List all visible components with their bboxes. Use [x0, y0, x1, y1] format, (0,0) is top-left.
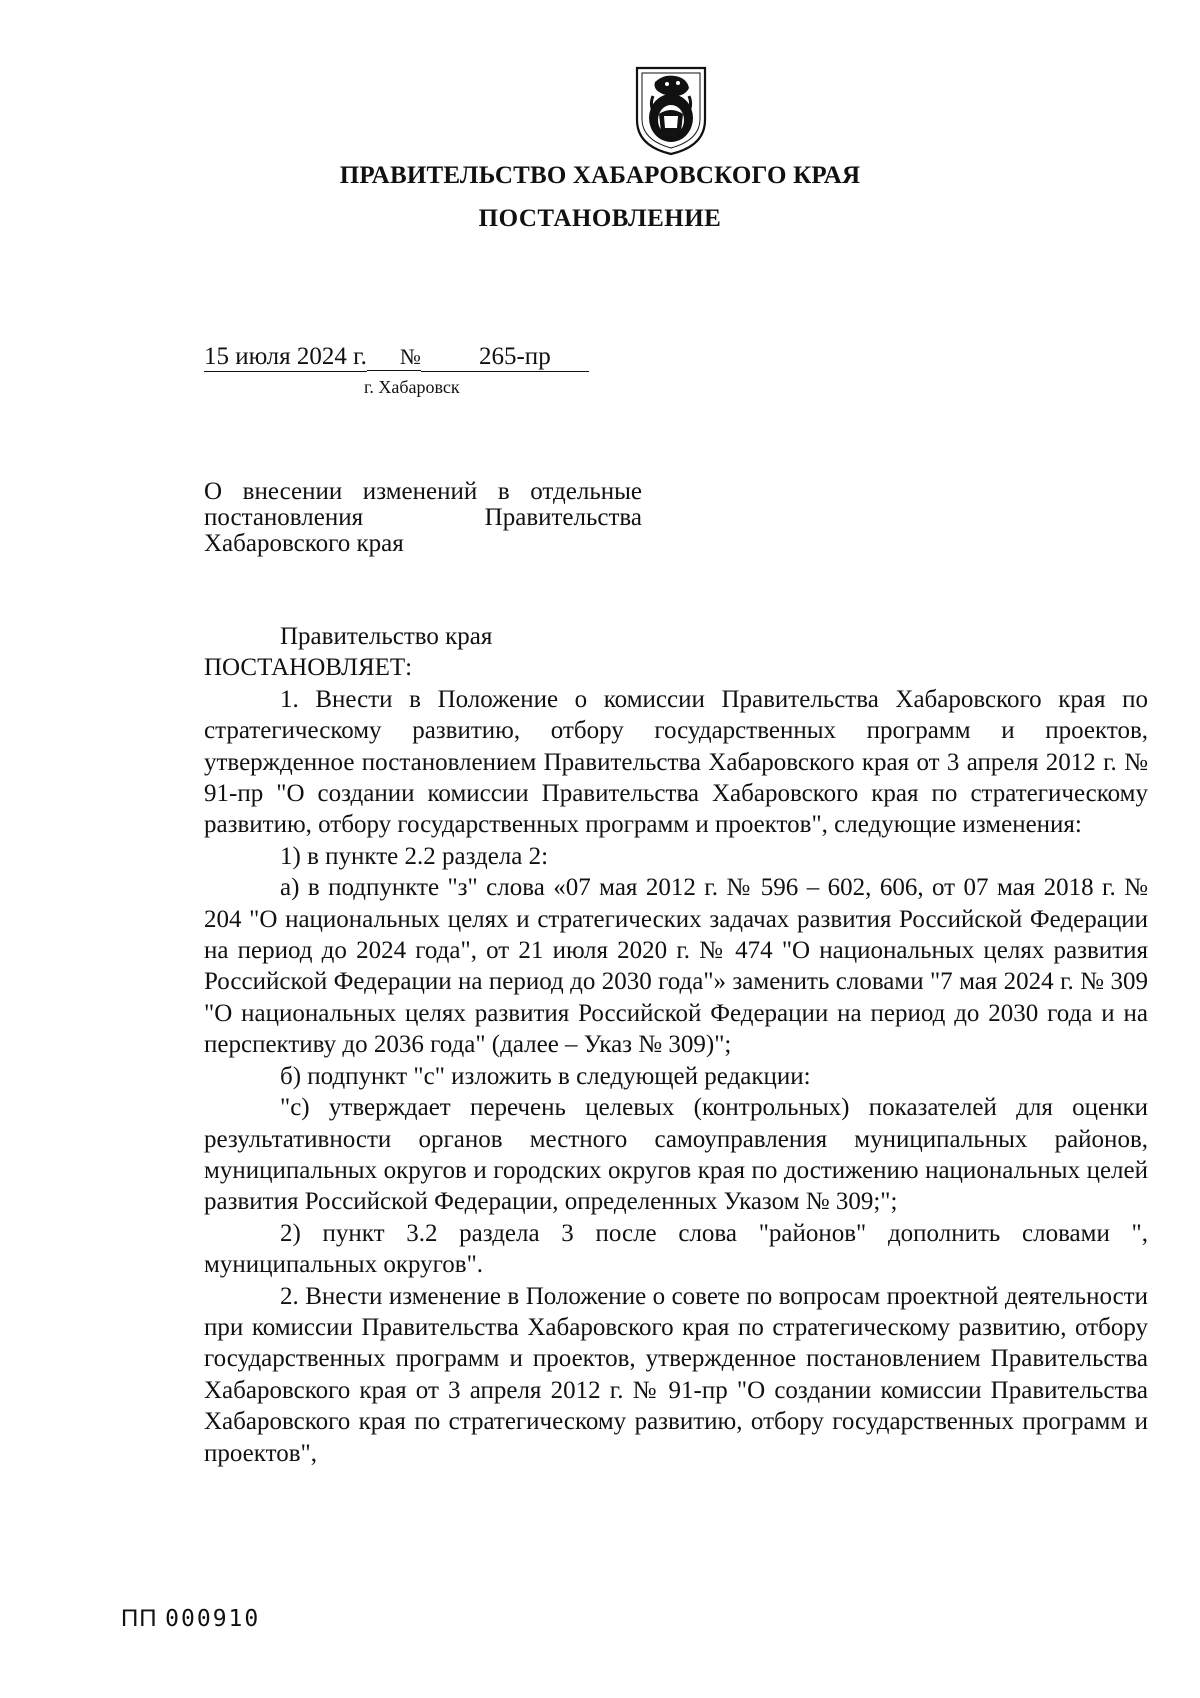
body-lead: Правительство края	[280, 623, 493, 650]
authority-title: ПРАВИТЕЛЬСТВО ХАБАРОВСКОГО КРАЯ	[339, 162, 861, 189]
paragraph-1-1-a: а) в подпункте "з" слова «07 мая 2012 г. № 596 – 602, 606, от 07 мая 2018 г. № 204 "О национальных целях и стратегических задачах развития Российской Федерации на период до 2024 года", от 21 июля 2020 г. № 474 "О национальных целях развития Российской Федерации на период до 2030 года"» заменить словами "7 мая 2024 г. № 309 "О национальных целях развития Российской Федерации на период до 2030 года и на перспективу до 2036 года" (далее – Указ № 309)";	[204, 874, 1148, 1059]
date-number-line	[204, 343, 589, 372]
footer-serial: 000910	[165, 1606, 261, 1632]
document-subject	[204, 479, 642, 557]
document-body	[204, 621, 1148, 1469]
paragraph-2: 2. Внести изменение в Положение о совете по вопросам проектной деятельности при комиссии Правительства Хабаровского края по стратегическому развитию, отбору государственных программ и проектов, утвержденное постановлением Правительства Хабаровского края от 3 апреля 2012 г. № 91-пр "О создании комиссии Правительства Хабаровского края по стратегическому развитию, отбору государственных программ и проектов",	[204, 1282, 1148, 1467]
document-date: 15 июля 2024 г.	[204, 343, 367, 370]
paragraph-1-1: 1) в пункте 2.2 раздела 2:	[280, 842, 549, 870]
footer-form-code	[121, 1605, 260, 1633]
document-number: 265-пр	[421, 343, 589, 372]
coat-of-arms-emblem	[631, 62, 711, 158]
paragraph-1-1-b: б) подпункт "с" изложить в следующей редакции:	[280, 1062, 811, 1090]
paragraph-1-2: 2) пункт 3.2 раздела 3 после слова "районов" дополнить словами ", муниципальных округов".	[204, 1219, 1148, 1279]
document-type: ПОСТАНОВЛЕНИЕ	[478, 205, 722, 232]
document-city: г. Хабаровск	[364, 377, 460, 397]
subject-line-2: постановления Правительства	[204, 504, 642, 531]
body-decree: ПОСТАНОВЛЯЕТ:	[204, 654, 413, 682]
number-label: №	[367, 344, 421, 371]
subject-line-1: О внесении изменений в отдельные	[204, 478, 642, 505]
paragraph-1-1-b-text: "с) утверждает перечень целевых (контрольных) показателей для оценки результативности органов местного самоуправления муниципальных районов, муниципальных округов и городских округов края по достижению национальных целей развития Российской Федерации, определенных Указом № 309;";	[204, 1094, 1148, 1216]
subject-line-3: Хабаровского края	[204, 530, 404, 557]
footer-prefix: ПП	[121, 1605, 158, 1632]
paragraph-1: 1. Внести в Положение о комиссии Правительства Хабаровского края по стратегическому развитию, отбору государственных программ и проектов, утвержденное постановлением Правительства Хабаровского края от 3 апреля 2012 г. № 91-пр "О создании комиссии Правительства Хабаровского края по стратегическому развитию, отбору государственных программ и проектов", следующие изменения:	[204, 685, 1148, 839]
